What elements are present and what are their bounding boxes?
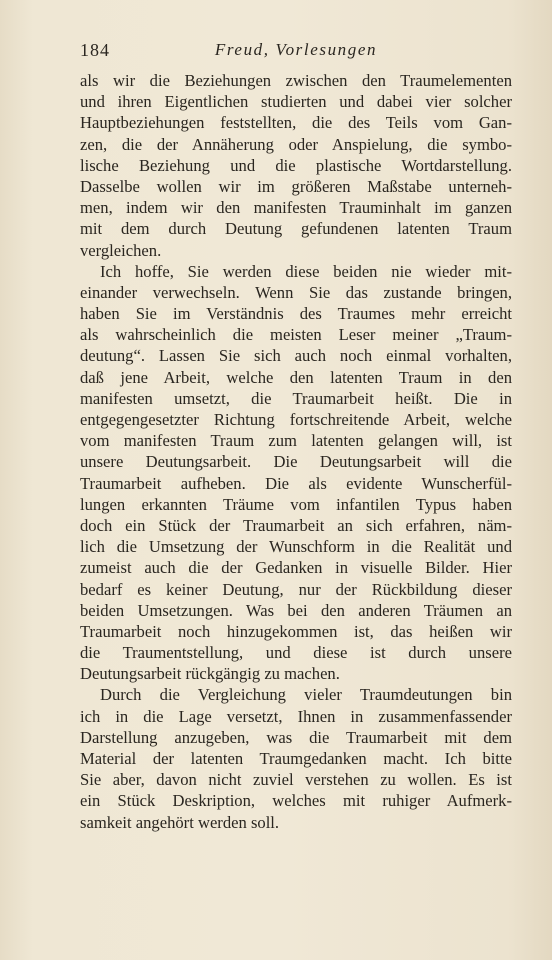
text-line: Dasselbe wollen wir im größeren Maßstabe unterneh- [80,176,512,196]
text-line: lische Beziehung und die plastische Wortdarstellung. [80,155,512,175]
text-line: deutung“. Lassen Sie sich auch noch einmal vorhalten, [80,346,512,366]
running-title: Freud, Vorlesungen [214,40,378,59]
text-line: Ich hoffe, Sie werden diese beiden nie wieder mit- [100,261,512,281]
text-line: einander verwechseln. Wenn Sie das zustande bringen, [80,282,512,302]
text-line: Material der latenten Traumgedanken macht. Ich bitte [80,749,512,768]
page-number: 184 [80,40,110,60]
text-line: haben Sie im Verständnis des Traumes mehr erreicht [80,304,512,324]
text-line: entgegengesetzter Richtung fortschreitende Arbeit, welche [80,410,512,429]
text-line: bedarf es keiner Deutung, nur der Rückbildung dieser [80,579,512,599]
text-line: Deutungsarbeit rückgängig zu machen. [80,664,340,684]
text-line: Durch die Vergleichung vieler Traumdeutungen bin [100,685,512,705]
text-line: vom manifesten Traum zum latenten gelangen will, ist [80,431,512,451]
text-line: beiden Umsetzungen. Was bei den anderen Träumen an [80,600,512,620]
text-line: als wahrscheinlich die meisten Leser meiner „Traum- [80,325,512,345]
text-line: zen, die der Annäherung oder Anspielung, die symbo- [80,134,512,154]
text-line: zumeist auch die der Gedanken in visuelle Bilder. Hier [80,558,512,578]
text-line: und ihren Eigentlichen studierten und dabei vier solcher [80,92,512,112]
text-line: Sie aber, davon nicht zuviel verstehen zu wollen. Es ist [80,770,512,790]
page-header [80,40,512,64]
text-line: men, indem wir den manifesten Trauminhalt im ganzen [80,198,512,218]
text-line: lich die Umsetzung der Wunschform in die Realität und [80,537,512,557]
text-line: vergleichen. [80,240,162,260]
text-line: Traumarbeit aufheben. Die als evidente Wunscherfül- [80,473,512,493]
paragraph-1 [80,70,512,261]
text-line: Traumarbeit noch hinzugekommen ist, das heißen wir [80,621,512,641]
paragraph-2 [80,261,512,685]
text-line: lungen erkannten Träume vom infantilen Typus haben [80,494,512,514]
text-line: ein Stück Deskription, welches mit ruhiger Aufmerk- [80,791,512,811]
text-line: als wir die Beziehungen zwischen den Traumelementen [80,71,512,90]
text-line: daß jene Arbeit, welche den latenten Traum in den [80,367,512,387]
text-line: mit dem durch Deutung gefundenen latenten Traum [80,219,512,239]
text-line: Darstellung anzugeben, was die Traumarbeit mit dem [80,727,512,747]
text-line: Hauptbeziehungen feststellten, die des Teils vom Gan- [80,113,512,133]
text-line: samkeit angehört werden soll. [80,812,280,832]
text-line: unsere Deutungsarbeit. Die Deutungsarbeit will die [80,452,512,472]
text-line: ich in die Lage versetzt, Ihnen in zusammenfassender [80,706,512,726]
text-line: manifesten umsetzt, die Traumarbeit heißt. Die in [80,388,512,408]
body-text [80,70,512,833]
text-line: doch ein Stück der Traumarbeit an sich erfahren, näm- [80,515,512,535]
paragraph-3 [80,684,512,832]
text-line: die Traumentstellung, und diese ist durch unsere [80,643,512,663]
